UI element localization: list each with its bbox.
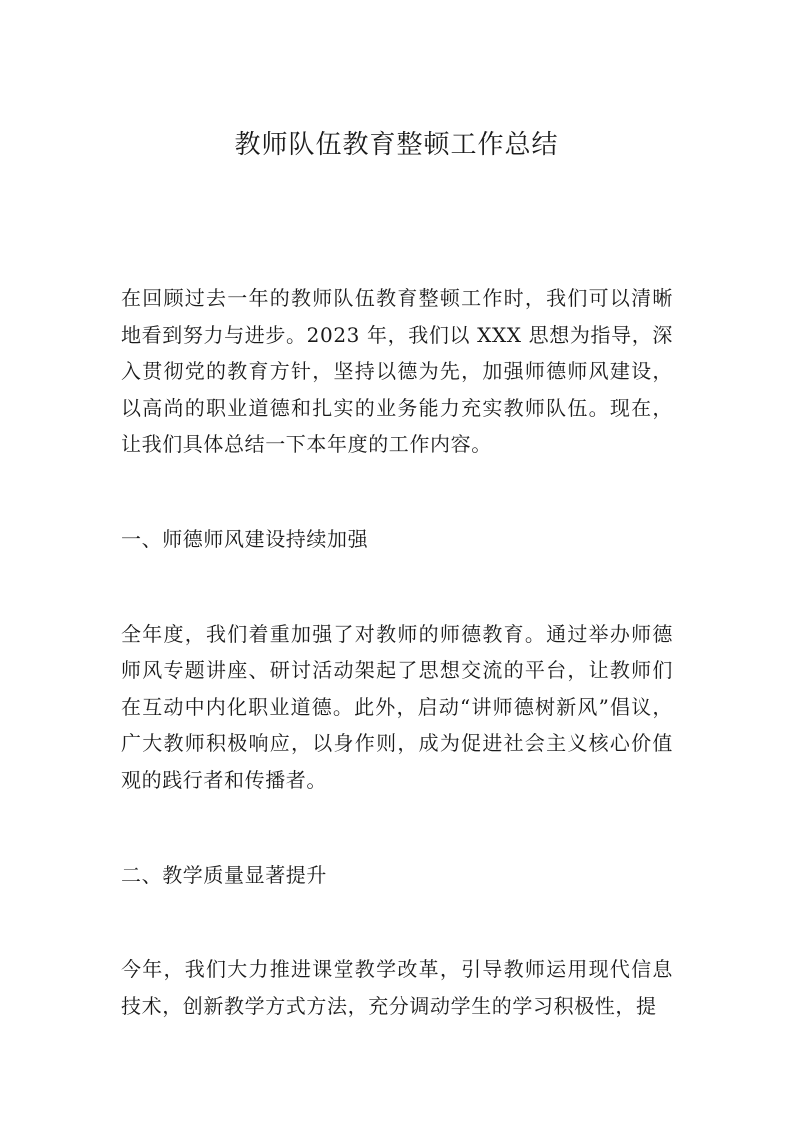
section-paragraph-1: 全年度，我们着重加强了对教师的师德教育。通过举办师德师风专题讲座、研讨活动架起了思想交流的平台，让教师们在互动中内化职业道德。此外，启动“讲师德树新风”倡议，广大教师积极响应，以身作则，成为促进社会主义核心价值观的践行者和传播者。	[121, 621, 673, 792]
section-heading-2: 二、教学质量显著提升	[121, 862, 327, 887]
intro-paragraph: 在回顾过去一年的教师队伍教育整顿工作时，我们可以清晰地看到努力与进步。2023 年，我们以 XXX 思想为指导，深入贯彻党的教育方针，坚持以德为先，加强师德师风建设，以高尚的职业道德和扎实的业务能力充实教师队伍。现在，让我们具体总结一下本年度的工作内容。	[121, 286, 673, 457]
section-paragraph-2: 今年，我们大力推进课堂教学改革，引导教师运用现代信息技术，创新教学方式方法，充分调动学生的学习积极性，提	[121, 957, 673, 1018]
document-body	[121, 280, 673, 1082]
document-title: 教师队伍教育整顿工作总结	[234, 130, 559, 160]
section-heading-1: 一、师德师风建设持续加强	[121, 526, 369, 551]
